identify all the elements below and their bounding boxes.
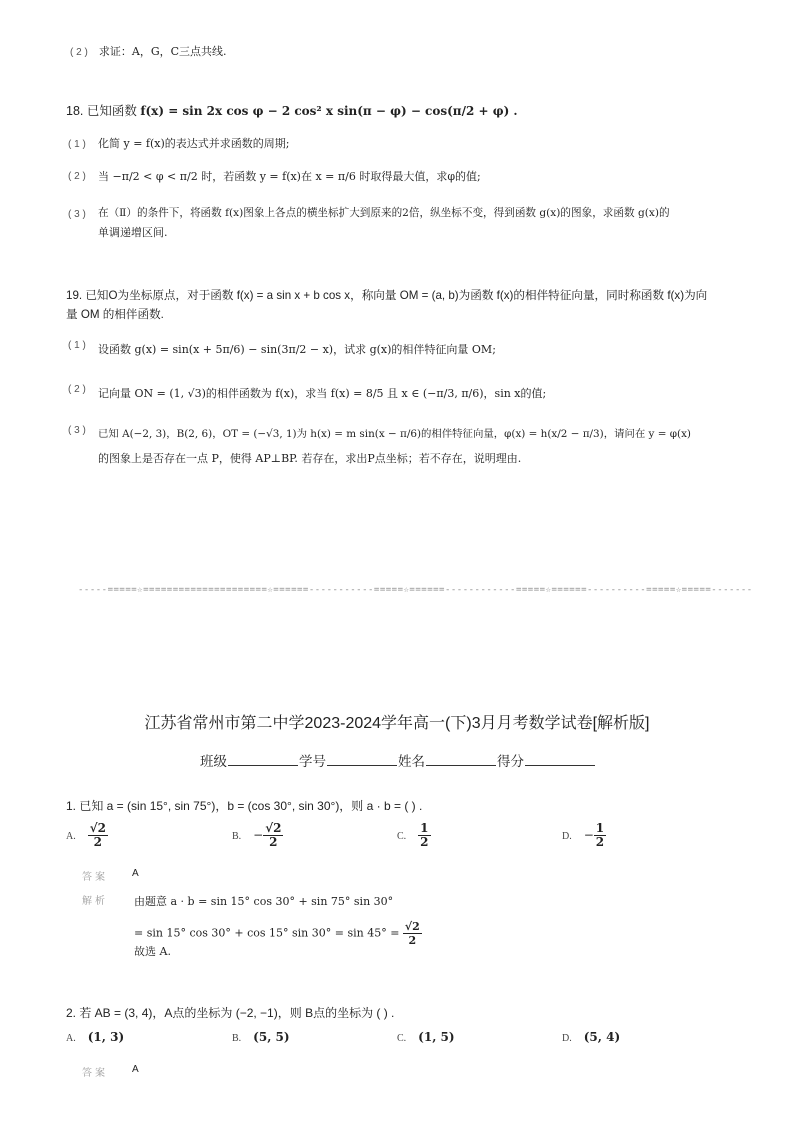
class-blank[interactable] [228,753,298,766]
option-label: A. [66,1033,76,1044]
q18-expr: f(x) = sin 2x cos φ − 2 cos² x sin(π − φ) − cos(π/2 + φ) . [140,104,518,118]
option-den: 2 [420,835,429,849]
q2-option-d [562,1030,620,1044]
option-value: (1, 3) [87,1030,125,1044]
option-sign: − [253,828,264,842]
q1-answer: A [132,868,139,879]
part-number: ( 2 ) [68,171,86,182]
name-blank[interactable] [426,753,496,766]
option-num: √2 [89,821,106,835]
q18-part3 [68,202,86,221]
option-sign: − [583,828,594,842]
option-den: 2 [269,835,278,849]
q18-part3-text1: 在（Ⅱ）的条件下，将函数 f(x)图象上各点的横坐标扩大到原来的2倍，纵坐标不变，得到函数 g(x)的图象，求函数 g(x)的 [98,207,670,219]
field-name: 姓名 [398,754,425,769]
option-label: C. [397,831,407,842]
q18-part2-text: 当 −π/2 < φ < π/2 时，若函数 y = f(x)在 x = π/6 时取得最大值，求φ的值; [98,170,481,183]
q19-part2-text: 记向量 ON = (1, √3)的相伴函数为 f(x)，求当 f(x) = 8/5 且 x ∈ (−π/3, π/6)，sin x的值; [98,387,547,400]
q18-part1-text: 化简 y = f(x)的表达式并求函数的周期; [98,137,290,150]
field-number: 学号 [299,754,326,769]
option-label: D. [562,831,572,842]
q19-part3-text1: 已知 A(−2, 3)，B(2, 6)，OT = (−√3, 1)为 h(x) = m sin(x − π/6)的相伴特征向量，φ(x) = h(x/2 − π/3)，请问在 y = φ(x) [98,428,691,440]
option-den: 2 [595,835,605,849]
option-value: (5, 5) [253,1030,290,1044]
option-label: D. [562,1033,572,1044]
section-separator: -----=====☆=====================☆======-----------=====☆======------------=====☆======----------=====☆=====------- [78,585,753,595]
option-label: B. [232,1033,242,1044]
part-number: ( 1 ) [68,340,86,351]
q2-option-a [66,1030,124,1044]
q1-analysis-den: 2 [408,934,417,947]
q2-answer-label: 答案 [82,1068,108,1079]
q1-analysis-label: 解析 [82,896,108,907]
q1-option-c [397,822,431,849]
q2-answer: A [132,1064,139,1075]
part-number: ( 3 ) [68,425,86,436]
q18-part3-text2: 单调递增区间. [98,226,168,239]
q19-part1-text: 设函数 g(x) = sin(x + 5π/6) − sin(3π/2 − x)，试求 g(x)的相伴特征向量 OM; [98,343,496,356]
q2-option-b [232,1030,290,1044]
q18-part1 [68,132,86,151]
part-number: ( 1 ) [68,139,86,150]
q1-analysis-num: √2 [404,920,420,933]
part-number: ( 2 ) [70,47,88,58]
q18-prefix: 18. 已知函数 [66,104,137,118]
q1-option-b [232,822,283,849]
option-label: C. [397,1033,407,1044]
q2-stem: 2. 若 AB = (3, 4)，A点的坐标为 (−2, −1)，则 B点的坐标为 ( ) . [66,1006,395,1020]
q19-part3 [68,418,86,437]
q18-part2 [68,164,86,183]
q2-option-c [397,1030,455,1044]
option-label: A. [66,831,76,842]
option-num: √2 [265,821,282,835]
option-value: (5, 4) [583,1030,621,1044]
option-label: B. [232,831,242,842]
option-num: 1 [420,821,429,835]
part-number: ( 3 ) [68,209,86,220]
q1-analysis-line3: 故选 A. [134,945,171,958]
field-class: 班级 [200,754,227,769]
student-info-line [200,750,596,770]
q19-stem-line1: 19. 已知O为坐标原点，对于函数 f(x) = a sin x + b cos x，称向量 OM = (a, b)为函数 f(x)的相伴特征向量，同时称函数 f(x)为向 [66,289,708,302]
option-value: (1, 5) [418,1030,455,1044]
q19-part3-text2: 的图象上是否存在一点 P，使得 AP⊥BP. 若存在，求出P点坐标；若不存在，说明理由. [98,452,522,465]
paper-title: 江苏省常州市第二中学2023-2024学年高一(下)3月月考数学试卷[解析版] [144,715,650,732]
score-blank[interactable] [525,753,595,766]
q1-analysis-expr: = sin 15° cos 30° + cos 15° sin 30° = sin 45° = [134,926,400,940]
number-blank[interactable] [327,753,397,766]
q1-analysis-line2 [134,920,422,947]
part-number: ( 2 ) [68,384,86,395]
q17-part2 [70,40,227,59]
option-num: 1 [595,821,605,835]
q19-part1 [68,333,86,352]
field-score: 得分 [497,754,524,769]
part-text: 求证：A，G，C三点共线. [98,45,227,58]
q1-option-a [66,822,108,849]
q1-answer-label: 答案 [82,872,108,883]
q1-analysis-line1: 由题意 a · b = sin 15° cos 30° + sin 75° sin 30° [134,895,394,908]
option-den: 2 [93,835,103,849]
q1-option-d [562,822,606,849]
q18-stem [66,101,518,119]
q1-stem: 1. 已知 a = (sin 15°, sin 75°)，b = (cos 30°, sin 30°)，则 a · b = ( ) . [66,799,423,813]
q19-stem-line2: 量 OM 的相伴函数. [66,308,164,321]
q19-part2 [68,377,86,396]
